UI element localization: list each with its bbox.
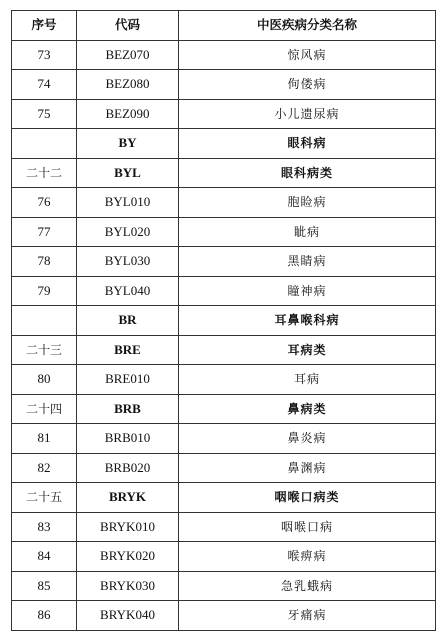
table-row bbox=[12, 70, 436, 100]
category-row bbox=[12, 129, 436, 159]
header-serial-number: 序号 bbox=[12, 11, 77, 41]
serial-number-cell: 二十四 bbox=[12, 394, 77, 424]
table-row bbox=[12, 217, 436, 247]
table-row bbox=[12, 188, 436, 218]
disease-classification-table bbox=[11, 10, 436, 631]
serial-number-cell: 80 bbox=[12, 365, 77, 395]
category-row bbox=[12, 394, 436, 424]
serial-number-cell: 76 bbox=[12, 188, 77, 218]
code-cell: BRB020 bbox=[77, 453, 179, 483]
serial-number-cell: 81 bbox=[12, 424, 77, 454]
header-disease-name: 中医疾病分类名称 bbox=[179, 11, 436, 41]
table-row bbox=[12, 512, 436, 542]
serial-number-cell: 二十二 bbox=[12, 158, 77, 188]
table-row bbox=[12, 424, 436, 454]
serial-number-cell: 77 bbox=[12, 217, 77, 247]
disease-name-cell: 耳鼻喉科病 bbox=[179, 306, 436, 336]
category-row bbox=[12, 306, 436, 336]
code-cell: BYL020 bbox=[77, 217, 179, 247]
header-code: 代码 bbox=[77, 11, 179, 41]
serial-number-cell: 73 bbox=[12, 40, 77, 70]
disease-name-cell: 鼻渊病 bbox=[179, 453, 436, 483]
table-row bbox=[12, 276, 436, 306]
table-row bbox=[12, 542, 436, 572]
serial-number-cell: 86 bbox=[12, 601, 77, 631]
table-row bbox=[12, 247, 436, 277]
code-cell: BRB bbox=[77, 394, 179, 424]
disease-name-cell: 小儿遗尿病 bbox=[179, 99, 436, 129]
table-body bbox=[12, 40, 436, 630]
serial-number-cell: 二十三 bbox=[12, 335, 77, 365]
disease-name-cell: 眼科病 bbox=[179, 129, 436, 159]
category-row bbox=[12, 335, 436, 365]
disease-name-cell: 瞳神病 bbox=[179, 276, 436, 306]
code-cell: BRE010 bbox=[77, 365, 179, 395]
table-row bbox=[12, 40, 436, 70]
disease-name-cell: 鼻病类 bbox=[179, 394, 436, 424]
serial-number-cell bbox=[12, 129, 77, 159]
code-cell: BYL bbox=[77, 158, 179, 188]
disease-name-cell: 牙痛病 bbox=[179, 601, 436, 631]
disease-name-cell: 眦病 bbox=[179, 217, 436, 247]
code-cell: BEZ080 bbox=[77, 70, 179, 100]
table-row bbox=[12, 601, 436, 631]
code-cell: BRYK040 bbox=[77, 601, 179, 631]
serial-number-cell: 二十五 bbox=[12, 483, 77, 513]
disease-name-cell: 佝偻病 bbox=[179, 70, 436, 100]
table-row bbox=[12, 571, 436, 601]
code-cell: BR bbox=[77, 306, 179, 336]
serial-number-cell: 78 bbox=[12, 247, 77, 277]
disease-name-cell: 咽喉口病 bbox=[179, 512, 436, 542]
table-row bbox=[12, 453, 436, 483]
disease-name-cell: 鼻炎病 bbox=[179, 424, 436, 454]
disease-name-cell: 喉痹病 bbox=[179, 542, 436, 572]
category-row bbox=[12, 483, 436, 513]
disease-name-cell: 眼科病类 bbox=[179, 158, 436, 188]
serial-number-cell: 75 bbox=[12, 99, 77, 129]
code-cell: BYL030 bbox=[77, 247, 179, 277]
code-cell: BEZ090 bbox=[77, 99, 179, 129]
disease-name-cell: 急乳蛾病 bbox=[179, 571, 436, 601]
disease-name-cell: 黑睛病 bbox=[179, 247, 436, 277]
code-cell: BYL010 bbox=[77, 188, 179, 218]
code-cell: BEZ070 bbox=[77, 40, 179, 70]
disease-name-cell: 惊风病 bbox=[179, 40, 436, 70]
table-row bbox=[12, 365, 436, 395]
serial-number-cell: 85 bbox=[12, 571, 77, 601]
disease-name-cell: 耳病类 bbox=[179, 335, 436, 365]
category-row bbox=[12, 158, 436, 188]
table-row bbox=[12, 99, 436, 129]
header-row bbox=[12, 11, 436, 41]
serial-number-cell: 84 bbox=[12, 542, 77, 572]
serial-number-cell: 74 bbox=[12, 70, 77, 100]
disease-name-cell: 胞睑病 bbox=[179, 188, 436, 218]
code-cell: BRYK020 bbox=[77, 542, 179, 572]
code-cell: BRYK010 bbox=[77, 512, 179, 542]
serial-number-cell: 79 bbox=[12, 276, 77, 306]
disease-name-cell: 咽喉口病类 bbox=[179, 483, 436, 513]
code-cell: BRYK bbox=[77, 483, 179, 513]
code-cell: BRYK030 bbox=[77, 571, 179, 601]
serial-number-cell: 82 bbox=[12, 453, 77, 483]
serial-number-cell: 83 bbox=[12, 512, 77, 542]
code-cell: BY bbox=[77, 129, 179, 159]
disease-name-cell: 耳病 bbox=[179, 365, 436, 395]
code-cell: BRB010 bbox=[77, 424, 179, 454]
code-cell: BYL040 bbox=[77, 276, 179, 306]
code-cell: BRE bbox=[77, 335, 179, 365]
serial-number-cell bbox=[12, 306, 77, 336]
